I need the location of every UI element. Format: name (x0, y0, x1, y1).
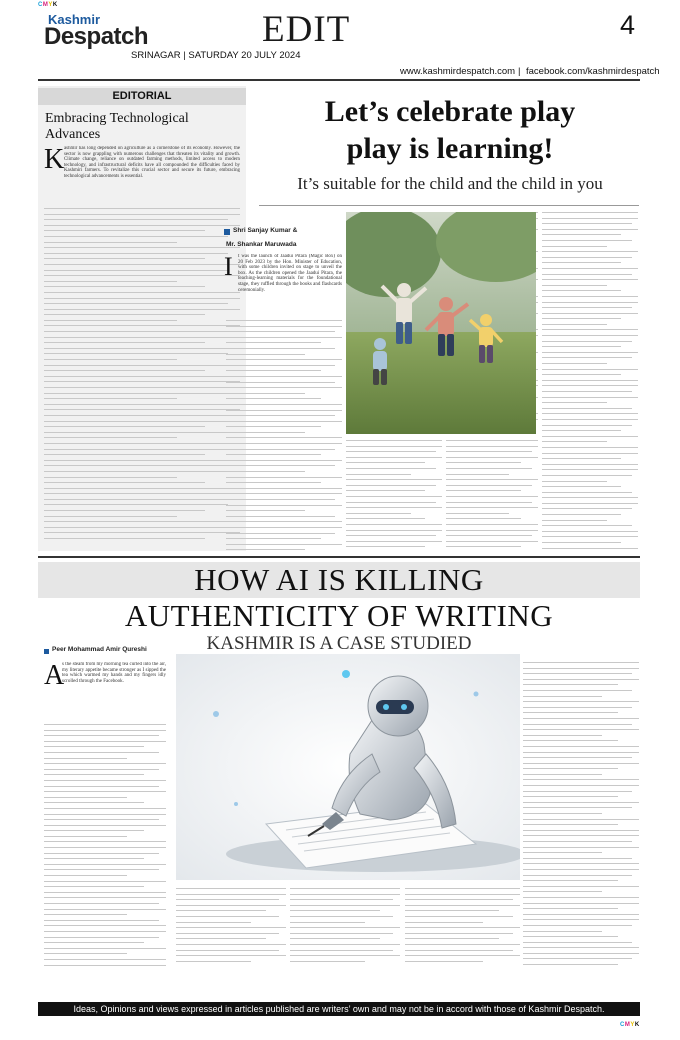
editorial-headline: Embracing Technological Advances (45, 111, 189, 142)
feature-rule (259, 205, 639, 206)
feature-col-4 (542, 212, 638, 552)
ai-col-3 (290, 888, 400, 968)
section-divider (38, 556, 640, 558)
ai-col-1 (44, 724, 166, 968)
ai-col-4 (405, 888, 520, 968)
masthead-rule (38, 79, 640, 81)
editorial-dropcap: K (44, 144, 65, 175)
page-number: 4 (620, 10, 636, 40)
children-playing-photo (346, 212, 536, 434)
ai-dropcap: A (44, 660, 65, 691)
ai-headline-line1: HOW AI IS KILLING (194, 562, 484, 597)
editorial-body (44, 208, 240, 544)
editorial-label: EDITORIAL (38, 88, 246, 105)
ai-col-2 (176, 888, 286, 968)
editorial-lead: ashmir has long depended on agriculture as a cornerstone of its economy. However, the sector is now grappling with numerous challenges that threaten its vitality and growth. Climate change, reliance on outdated farming methods, limited access to modern technology, and infrastructural deficits have all compounded the difficulties faced by Kashmiri farmers. To revitalize this crucial sector and secure its future, embracing technological advancements is essential. (64, 146, 240, 179)
ai-subhead: KASHMIR IS A CASE STUDIED (206, 633, 472, 654)
feature-col-2 (346, 440, 442, 552)
ai-col-5 (523, 662, 639, 968)
cmyk-mark: CMYK (38, 2, 58, 8)
brand-kashmir: Kashmir (48, 12, 101, 27)
feature-subhead: It’s suitable for the child and the child in you (297, 174, 603, 193)
website-link[interactable]: www.kashmirdespatch.com (400, 66, 516, 77)
footer-disclaimer: Ideas, Opinions and views expressed in articles published are writers’ own and may not be in accord with those of Kashmir Despatch. (38, 1002, 640, 1016)
feature-headline-line1: Let’s celebrate play (324, 95, 576, 128)
feature-col-3 (446, 440, 538, 552)
feature-dropcap: I (224, 252, 233, 281)
robot-writing-illustration (176, 654, 520, 880)
feature-headline-line2: play is learning! (346, 132, 554, 165)
feature-lead: t was the launch of Jaadui Pitara (Magic Box) on 20 Feb 2023 by the Hon. Minister of Education, with some children invited on stage to unveil the box. As the children opened the Jaadui Pitara, the teaching-learning materials for the foundational stage, they ruffled through the books and flashcards ceremonially. (238, 254, 342, 293)
feature-byline-1: Shri Sanjay Kumar & (233, 227, 298, 234)
ai-lead: s the steam from my morning tea curled into the air, my literary appetite became stronger as I sipped the tea which warmed my hands and my fingers idly scrolled through the Facebook. (62, 662, 166, 684)
feature-byline-2: Mr. Shankar Maruwada (226, 241, 297, 248)
facebook-link[interactable]: facebook.com/kashmirdespatch (526, 66, 660, 77)
feature-col-1 (226, 320, 342, 552)
ai-byline: Peer Mohammad Amir Qureshi (52, 646, 147, 653)
brand-despatch: Despatch (44, 23, 149, 50)
ai-headline-line2: AUTHENTICITY OF WRITING (124, 598, 554, 633)
dateline: SRINAGAR | SATURDAY 20 JULY 2024 (131, 50, 301, 61)
section-title: EDIT (262, 9, 351, 50)
footer-cmyk-mark: CMYK (620, 1022, 640, 1028)
